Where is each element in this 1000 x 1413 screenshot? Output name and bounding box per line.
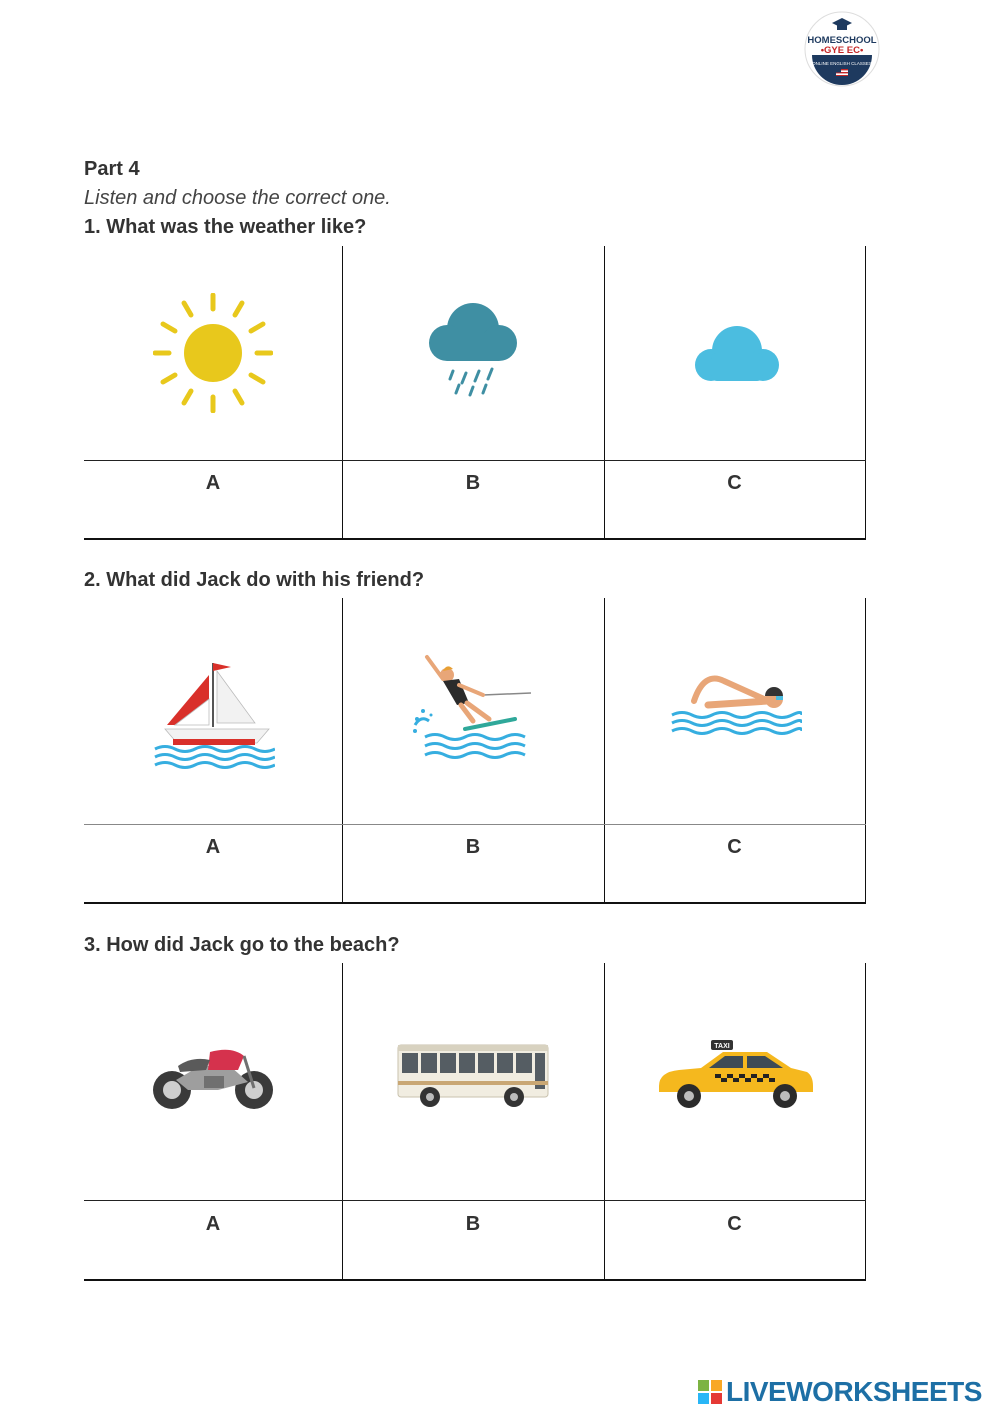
liveworksheets-logo-icon — [698, 1380, 722, 1404]
option-1c[interactable] — [604, 246, 865, 460]
taxi-icon — [655, 1038, 815, 1114]
part-title: Part 4 — [84, 158, 140, 180]
option-1a[interactable] — [84, 246, 342, 460]
rain-cloud-icon — [413, 293, 533, 413]
option-3a[interactable] — [84, 963, 342, 1189]
option-3a-label: A — [205, 1213, 221, 1235]
bus-icon — [396, 1041, 550, 1111]
option-1a-label: A — [205, 472, 221, 494]
option-3c[interactable] — [604, 963, 865, 1189]
option-1b[interactable] — [342, 246, 604, 460]
option-3b[interactable] — [342, 963, 604, 1189]
instruction-text: Listen and choose the correct one. — [84, 187, 391, 209]
question-3-options — [84, 963, 866, 1281]
svg-text:HOMESCHOOL: HOMESCHOOL — [807, 35, 877, 46]
option-1c-label: C — [727, 472, 742, 494]
sailboat-icon — [151, 649, 275, 773]
sun-icon — [153, 293, 273, 413]
option-1b-label: B — [465, 472, 481, 494]
option-2c-label: C — [727, 836, 742, 858]
cloud-icon — [675, 293, 795, 413]
water-ski-icon — [411, 649, 535, 773]
svg-text:•GYE EC•: •GYE EC• — [820, 45, 864, 56]
option-2a[interactable] — [84, 598, 342, 824]
liveworksheets-brand — [698, 1376, 982, 1408]
option-2b[interactable] — [342, 598, 604, 824]
option-3c-label: C — [727, 1213, 742, 1235]
question-3: 3. How did Jack go to the beach? — [84, 934, 400, 956]
option-3b-label: B — [465, 1213, 481, 1235]
svg-text:ONLINE ENGLISH CLASSES: ONLINE ENGLISH CLASSES — [812, 61, 872, 66]
swimmer-icon — [668, 649, 802, 773]
brand-text: LIVEWORKSHEETS — [726, 1376, 982, 1407]
option-2a-label: A — [205, 836, 221, 858]
question-1: 1. What was the weather like? — [84, 216, 367, 238]
question-2: 2. What did Jack do with his friend? — [84, 569, 425, 591]
question-1-options — [84, 246, 866, 540]
homeschool-logo — [804, 11, 880, 87]
question-2-options — [84, 598, 866, 904]
motorcycle-icon — [148, 1036, 278, 1116]
option-2c[interactable] — [604, 598, 865, 824]
svg-text:TAXI: TAXI — [713, 1043, 730, 1050]
option-2b-label: B — [465, 836, 481, 858]
